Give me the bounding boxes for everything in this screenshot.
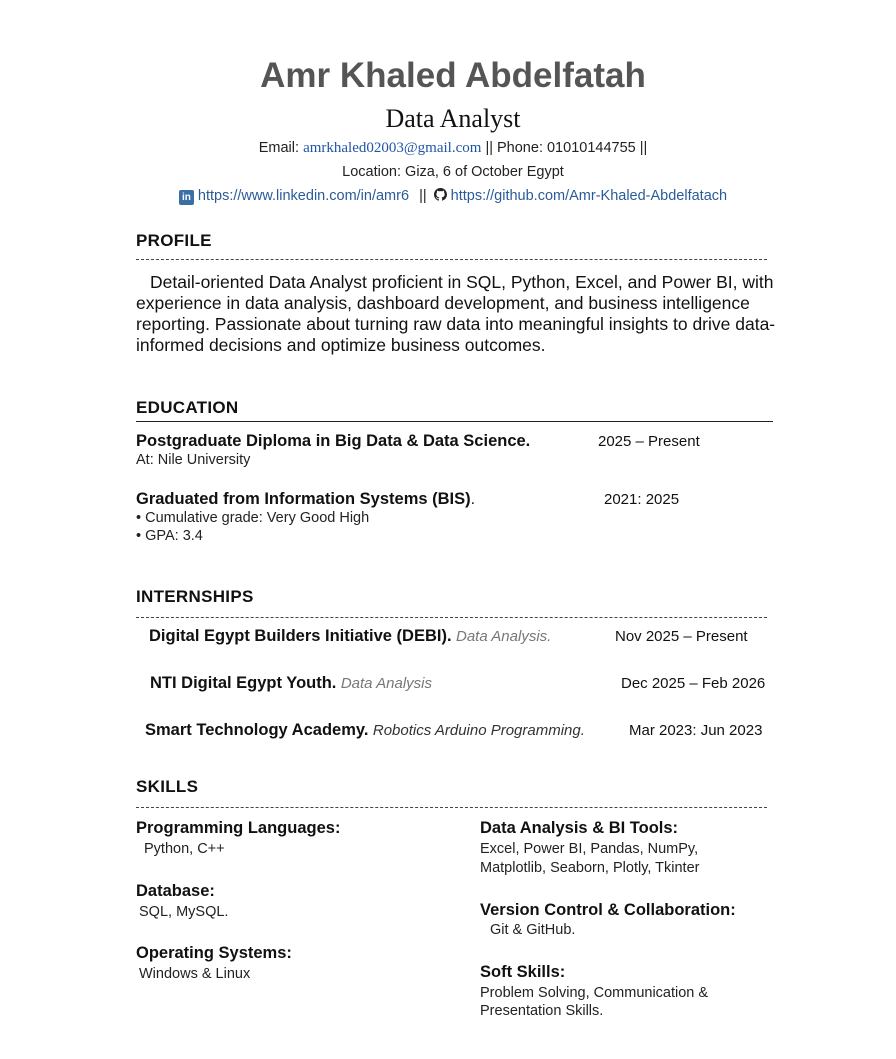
link-separator: ||	[419, 188, 427, 204]
education-divider	[136, 421, 773, 422]
skills-heading: SKILLS	[136, 777, 199, 796]
linkedin-icon: in	[179, 190, 194, 205]
internship-1-date: Nov 2025 – Present	[615, 628, 748, 645]
phone-text: || Phone: 01010144755 ||	[481, 140, 648, 156]
education-2-bullet-grade: • Cumulative grade: Very Good High	[136, 510, 370, 526]
internship-3-date: Mar 2023: Jun 2023	[629, 722, 763, 739]
internship-2-role: Data Analysis	[340, 675, 432, 692]
profile-text: Detail-oriented Data Analyst proficient in SQL, Python, Excel, and Power BI, with experience in data analysis, dashboard development, and business intelligence reporting. Passionate about turning raw data into meaningful insights to drive data-informed decisions and optimize business outcomes.	[136, 272, 776, 355]
profile-divider	[136, 259, 767, 260]
skill-bi-value-2: Matplotlib, Seaborn, Plotly, Tkinter	[480, 860, 700, 876]
skill-bi-heading: Data Analysis & BI Tools:	[480, 819, 679, 837]
skill-programming-value: Python, C++	[144, 841, 225, 857]
internships-divider	[136, 617, 767, 618]
candidate-name: Amr Khaled Abdelfatah	[260, 56, 646, 95]
internship-3-org: Smart Technology Academy.	[145, 721, 369, 739]
skill-os-value: Windows & Linux	[139, 966, 251, 982]
skill-soft-value-2: Presentation Skills.	[480, 1003, 604, 1019]
internship-2	[150, 674, 432, 693]
education-2-date: 2021: 2025	[604, 491, 680, 508]
skill-soft-heading: Soft Skills:	[480, 963, 566, 981]
internships-heading: INTERNSHIPS	[136, 587, 254, 606]
linkedin-link[interactable]: https://www.linkedin.com/in/amr6	[197, 188, 410, 204]
internship-1-org: Digital Egypt Builders Initiative (DEBI).	[149, 627, 452, 645]
skill-soft-value-1: Problem Solving, Communication &	[480, 985, 709, 1001]
education-2-title: Graduated from Information Systems (BIS)	[136, 490, 471, 508]
education-2-title-suffix: .	[470, 491, 476, 508]
education-2-title-wrap	[136, 490, 475, 509]
internship-1	[149, 627, 551, 646]
location: Location: Giza, 6 of October Egypt	[342, 164, 564, 180]
education-1-institution: At: Nile University	[136, 452, 251, 468]
skill-database-value: SQL, MySQL.	[139, 904, 229, 920]
education-1-title: Postgraduate Diploma in Big Data & Data Science.	[136, 432, 531, 450]
github-link[interactable]: https://github.com/Amr-Khaled-Abdelfatach	[450, 188, 728, 204]
github-icon	[434, 188, 447, 201]
education-heading: EDUCATION	[136, 398, 239, 417]
job-title: Data Analyst	[385, 104, 521, 133]
internship-2-date: Dec 2025 – Feb 2026	[621, 675, 766, 692]
profile-heading: PROFILE	[136, 231, 212, 250]
internship-2-org: NTI Digital Egypt Youth.	[150, 674, 337, 692]
skill-vc-value: Git & GitHub.	[490, 922, 576, 938]
skill-os-heading: Operating Systems:	[136, 944, 292, 962]
internship-1-role: Data Analysis.	[456, 628, 552, 645]
internship-3-role: Robotics Arduino Programming.	[372, 722, 585, 739]
skill-bi-value-1: Excel, Power BI, Pandas, NumPy,	[480, 841, 699, 857]
skill-programming-heading: Programming Languages:	[136, 819, 341, 837]
social-links	[0, 188, 896, 205]
skill-database-heading: Database:	[136, 882, 215, 900]
email-label: Email:	[258, 140, 304, 156]
internship-3	[145, 721, 585, 740]
skills-divider	[136, 807, 767, 808]
contact-email-phone	[0, 140, 896, 157]
email-link[interactable]: amrkhaled02003@gmail.com	[303, 140, 482, 156]
education-1-date: 2025 – Present	[598, 433, 700, 450]
profile-summary	[136, 272, 786, 356]
education-2-bullet-gpa: • GPA: 3.4	[136, 528, 203, 544]
skill-vc-heading: Version Control & Collaboration:	[480, 901, 736, 919]
